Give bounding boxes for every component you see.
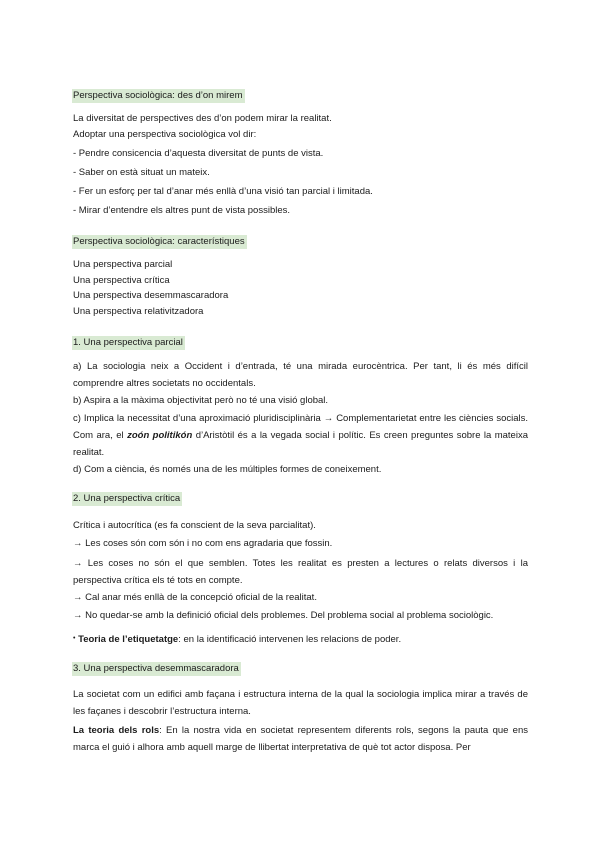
section-heading-partial: 1. Una perspectiva parcial [73,337,183,348]
list-item: Una perspectiva desemmascaradora [73,290,229,301]
paragraph-c-end: d’Aristòtil és a la vegada social i polític. Es creen preguntes sobre la mateixa realitat. [73,430,528,458]
text-line: → Les coses són com són i no com ens agradaria que fossin. [73,538,333,549]
paragraph-b: b) Aspira a la màxima objectivitat però no té una visió global. [73,395,329,406]
list-item: Una perspectiva parcial [73,259,173,270]
list-item: - Saber on està situat un mateix. [73,167,210,178]
section-heading-perspective-where: Perspectiva sociològica: des d’on mirem [73,90,243,101]
paragraph-facade: La societat com un edifici amb façana i estructura interna de la qual la sociologia implica mirar a través de les façanes i descobrir l’estructura interna. [73,689,528,717]
paragraph-c-start: c) Implica la necessitat d’una aproximació pluridisciplinària → Complementarietat entre les ciències socials. Com ara, el [73,413,528,441]
section-heading-unmasking: 3. Una perspectiva desemmascaradora [73,663,239,674]
paragraph-critical-reading: → Les coses no són el que semblen. Totes les realitat es presten a lectures o relats diversos i la perspectiva crítica els té tots en compte. [73,558,528,586]
list-item: - Mirar d’entendre els altres punt de vista possibles. [73,205,291,216]
text-line: → No quedar-se amb la definició oficial dels problemes. Del problema social al problema sociològic. [73,610,494,621]
paragraph-c-emphasis: zoón politikón [127,430,193,441]
section-heading-critical: 2. Una perspectiva crítica [73,493,181,504]
paragraph-a: a) La sociologia neix a Occident i d’entrada, té una mirada eurocèntrica. Per tant, li és més difícil comprendre altres societats no occidentals. [73,361,528,389]
paragraph-d: d) Com a ciència, és només una de les múltiples formes de coneixement. [73,464,382,475]
paragraph-roles [73,722,528,756]
list-item: - Fer un esforç per tal d’anar més enllà d’una visió tan parcial i limitada. [73,186,373,197]
text-line: → Cal anar més enllà de la concepció oficial de la realitat. [73,592,317,603]
labeling-theory-term: Teoria de l’etiquetatge [78,634,179,645]
paragraph-c [73,410,528,461]
text-line: Crítica i autocrítica (es fa conscient de la seva parcialitat). [73,520,316,531]
list-item: Una perspectiva relativitzadora [73,306,204,317]
text-line: Adoptar una perspectiva sociològica vol dir: [73,129,257,140]
roles-theory-term: La teoria dels rols [73,725,160,736]
text-line: La diversitat de perspectives des d’on podem mirar la realitat. [73,113,332,124]
list-item: Una perspectiva crítica [73,275,170,286]
bullet-icon: • [73,635,76,642]
section-heading-characteristics: Perspectiva sociològica: característiques [73,236,245,247]
roles-theory-text: : En la nostra vida en societat representem diferents rols, segons la pauta que ens marca el guió i alhora amb aquell marge de llibertat interpretativa de què tot actor disposa. Per [73,725,528,753]
list-item: - Pendre consicencia d’aquesta diversitat de punts de vista. [73,148,324,159]
labeling-theory-line [73,632,401,647]
labeling-theory-text: : en la identificació intervenen les relacions de poder. [178,634,402,645]
